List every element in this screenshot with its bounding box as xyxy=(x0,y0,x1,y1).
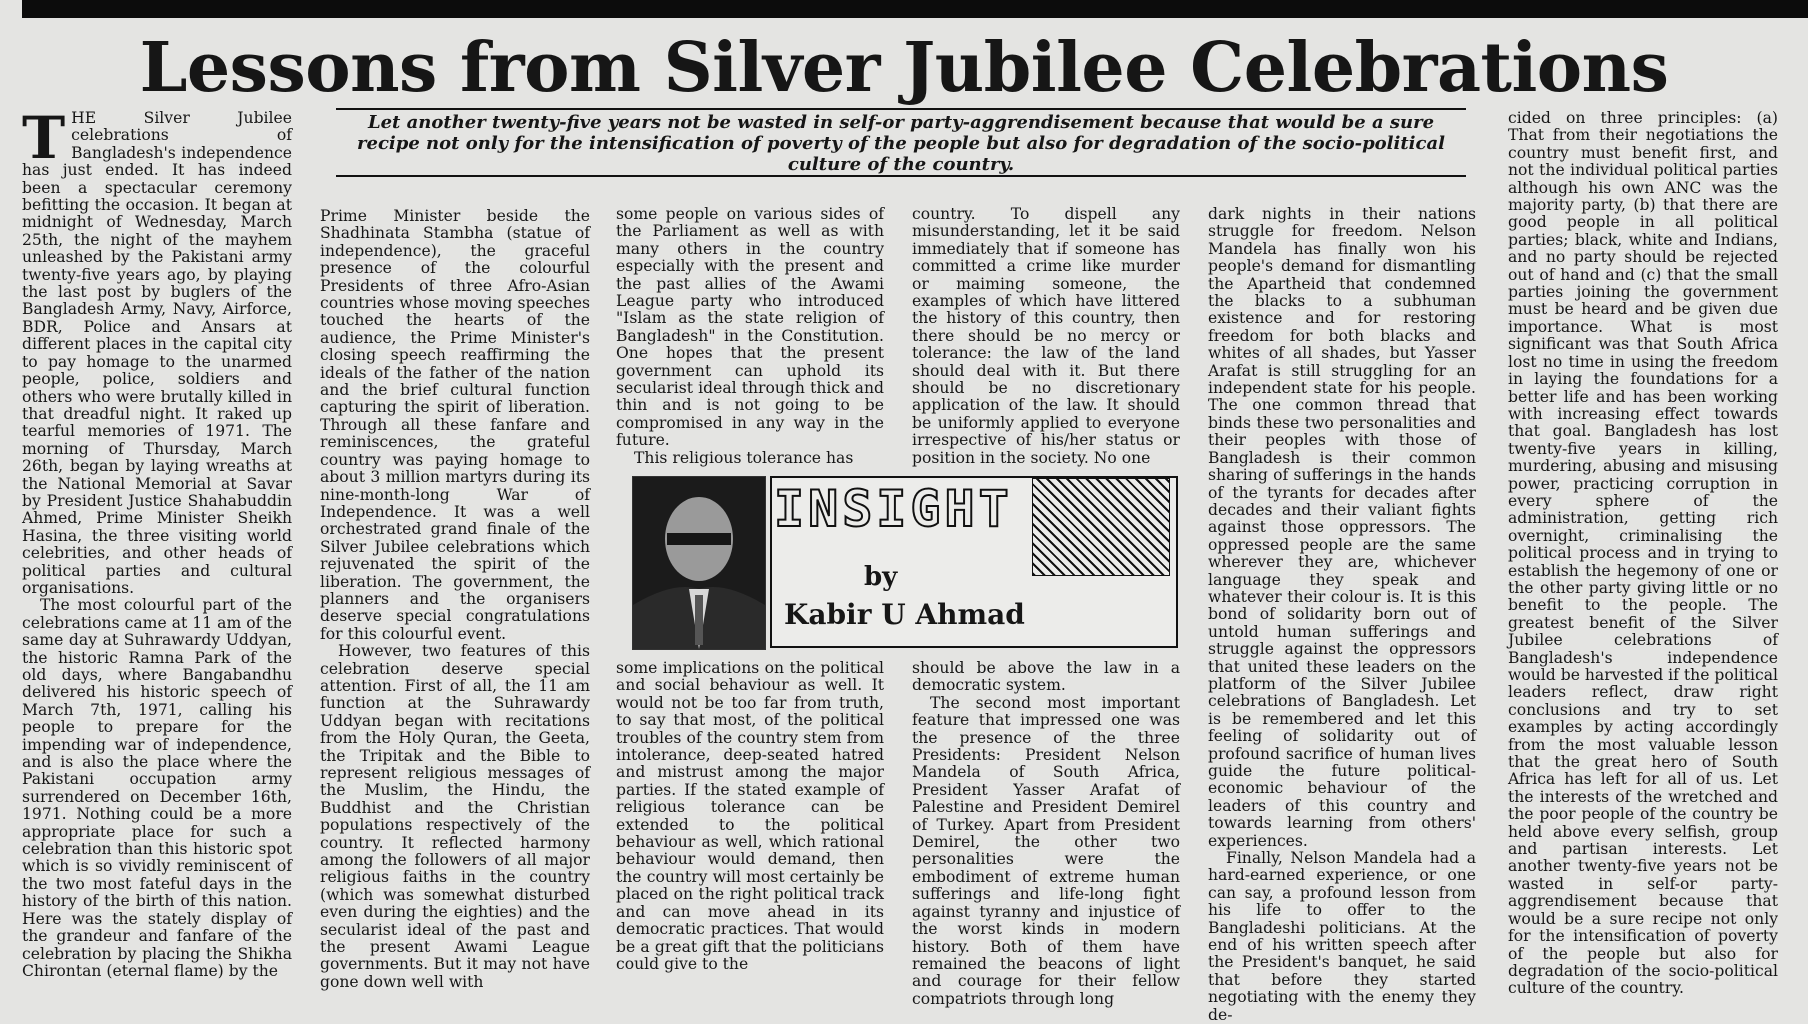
column-3-top xyxy=(616,205,884,467)
col1-paragraph-1 xyxy=(22,104,292,597)
byline-author: Kabir U Ahmad xyxy=(784,598,1025,631)
drop-cap: T xyxy=(22,104,66,172)
insight-label: INSIGHT xyxy=(774,480,1013,538)
col4-bottom-paragraph-1: should be above the law in a democratic system. xyxy=(912,659,1180,695)
hatched-decoration xyxy=(1032,478,1170,576)
col4-bottom-paragraph-2: The second most important feature that impressed one was the presence of the three Presidents: President Nelson Mandela of South Africa, President Yasser Arafat of Palestine and President Demirel of Turkey. Apart from President Demirel, the other two personalities were the embodiment of extreme human sufferings and life-long fight against tyranny and injustice of the worst kinds in modern history. Both of them have remained the beacons of light and courage for their fellow compatriots through long xyxy=(912,693,1180,1008)
col5-paragraph-1: dark nights in their nations struggle for freedom. Nelson Mandela has finally won his people's demand for dismantling the Apartheid that condemned the blacks to a subhuman existence and for restoring freedom for both blacks and whites of all shades, but Yasser Arafat is still struggling for an independent state for his people. The one common thread that binds these two personalities and their peoples with those of Bangladesh is their common sharing of sufferings in the hands of the tyrants for decades after decades and their valiant fights against those oppressors. The oppressed people are the same wherever they are, whichever language they speak and whatever their colour is. It is this bond of solidarity born out of untold human sufferings and struggle against the oppressors that united these leaders on the platform of the Silver Jubilee celebrations of Bangladesh. Let is be remembered and let this feeling of solidarity out of profound sacrifice of human lives guide the future political-economic behaviour of the leaders of this country and towards learning from others' experiences. xyxy=(1208,205,1476,850)
headline: Lessons from Silver Jubilee Celebrations xyxy=(139,28,1669,108)
col1-paragraph-2: The most colourful part of the celebrations came at 11 am of the same day at Suhrawardy Uddyan, the historic Ramna Park of the old days, where Bangabandhu delivered his historic speech of March 7th, 1971, calling his people to prepare for the impending war of independence, and is also the place where the Pakistani occupation army surrendered on December 16th, 1971. Nothing could be a more appropriate place for such a celebration than this historic spot which is so vividly reminiscent of the two most fateful days in the history of the birth of this nation. Here was the stately display of the grandeur and fanfare of the celebration by placing the Shikha Chirontan (eternal flame) by the xyxy=(22,596,292,980)
column-3-bottom xyxy=(616,660,884,998)
col3-top-paragraph-1: some people on various sides of the Parliament as well as with many others in the country especially with the present and the past allies of the Awami League party who introduced "Islam as the state religion of Bangladesh" in the Constitution. One hopes that the present government can uphold its secularist ideal through thick and thin and is not going to be compromised in any way in the future. xyxy=(616,205,884,450)
top-rule-bar xyxy=(22,0,1808,18)
column-1 xyxy=(22,104,292,998)
column-5 xyxy=(1208,205,1476,1024)
col3-bottom-paragraph-1: some implications on the political and social behaviour as well. It would not be too far from truth, to say that most, of the political troubles of the country stem from intolerance, deep-seated hatred and mistrust among the major parties. If the stated example of religious tolerance can be extended to the political behaviour as well, which rational behaviour would demand, then the country will most certainly be placed on the right political track and can move ahead in its democratic practices. That would be a great gift that the politicians could give to the xyxy=(616,659,884,973)
column-4-top xyxy=(912,205,1180,467)
col1-text-1: HE Silver Jubilee celebrations of Bangladesh's independence has just ended. It has indeed been a spectacular ceremony befitting the occasion. It began at midnight of Wednesday, March 25th, the night of the mayhem unleashed by the Pakistani army twenty-five years ago, by playing the last post by buglers of the Bangladesh Army, Navy, Airforce, BDR, Police and Ansars at different places in the capital city to pay homage to the unarmed people, police, soldiers and others who were brutally killed in that dreadful night. It raked up tearful memories of 1971. The morning of Thursday, March 26th, began by laying wreaths at the National Memorial at Savar by President Justice Shahabuddin Ahmed, Prime Minister Sheikh Hasina, the three visiting world celebrities, and other heads of political parties and cultural organisations. xyxy=(22,109,292,597)
column-2 xyxy=(320,208,590,998)
col5-paragraph-2: Finally, Nelson Mandela had a hard-earned experience, or one can say, a profound lesson from his life to offer to the Bangladeshi politicians. At the end of his written speech after the President's banquet, he said that before they started negotiating with the enemy they de- xyxy=(1208,849,1476,1024)
column-6 xyxy=(1508,110,1778,998)
col2-paragraph-1: Prime Minister beside the Shadhinata Stambha (statue of independence), the graceful presence of the colourful Presidents of three Afro-Asian countries whose moving speeches touched the hearts of the audience, the Prime Minister's closing speech reaffirming the ideals of the father of the nation and the brief cultural function capturing the spirit of liberation. Through all these fanfare and reminiscences, the grateful country was paying homage to about 3 million martyrs during its nine-month-long War of Independence. It was a well orchestrated grand finale of the Silver Jubilee celebrations which rejuvenated the spirit of the liberation. The government, the planners and the organisers deserve special congratulations for this colourful event. xyxy=(320,207,590,643)
insight-box xyxy=(632,470,1176,648)
author-photo xyxy=(632,476,766,650)
col3-top-paragraph-2: This religious tolerance has xyxy=(634,448,854,467)
deck-pull-quote: Let another twenty-five years not be wasted in self-or party-aggrendisement because that would be a sure recipe not only for the intensification of poverty of the people but also for degradation of the socio-political culture of the country. xyxy=(336,108,1466,177)
byline-by: by xyxy=(864,562,898,592)
col2-paragraph-2: However, two features of this celebration deserve special attention. First of all, the 11 am function at the Suhrawardy Uddyan began with recitations from the Holy Quran, the Geeta, the Tripitak and the Bible to represent religious messages of the Muslim, the Hindu, the Buddhist and the Christian populations respectively of the country. It reflected harmony among the followers of all major religious faiths in the country (which was somewhat disturbed even during the eighties) and the secularist ideal of the past and the present Awami League governments. But it may not have gone down well with xyxy=(320,642,590,991)
column-4-bottom xyxy=(912,659,1180,1008)
col6-paragraph-1: cided on three principles: (a) That from their negotiations the country must benefit first, and not the individual political parties although his own ANC was the majority party, (b) that there are good people in all political parties; black, white and Indians, and no party should be rejected out of hand and (c) that the small parties joining the government must be heard and be given due importance. What is most significant was that South Africa lost no time in using the freedom in laying the foundations for a better life and has been working with increasing effect towards that goal. Bangladesh has lost twenty-five years in killing, murdering, abusing and misusing power, practicing corruption in every sphere of the administration, getting rich overnight, criminalising the political process and in trying to establish the hegemony of one or the other party giving little or no benefit to the people. The greatest benefit of the Silver Jubilee celebrations of Bangladesh's independence would be harvested if the political leaders reflect, draw right conclusions and try to set examples by acting accordingly from the most valuable lesson that the great hero of South Africa has left for all of us. Let the interests of the wretched and the poor people of the country be held above every selfish, group and partisan interests. Let another twenty-five years not be wasted in self-or party-aggrendisement because that would be a sure recipe not only for the intensification of poverty of the people but also for degradation of the socio-political culture of the country. xyxy=(1508,109,1778,998)
col4-top-paragraph-1: country. To dispell any misunderstanding, let it be said immediately that if someone has committed a crime like murder or maiming someone, the examples of which have littered the history of this country, then there should be no mercy or tolerance: the law of the land should deal with it. But there should be no discretionary application of the law. It should be uniformly applied to everyone irrespective of his/her status or position in the society. No one xyxy=(912,205,1180,467)
